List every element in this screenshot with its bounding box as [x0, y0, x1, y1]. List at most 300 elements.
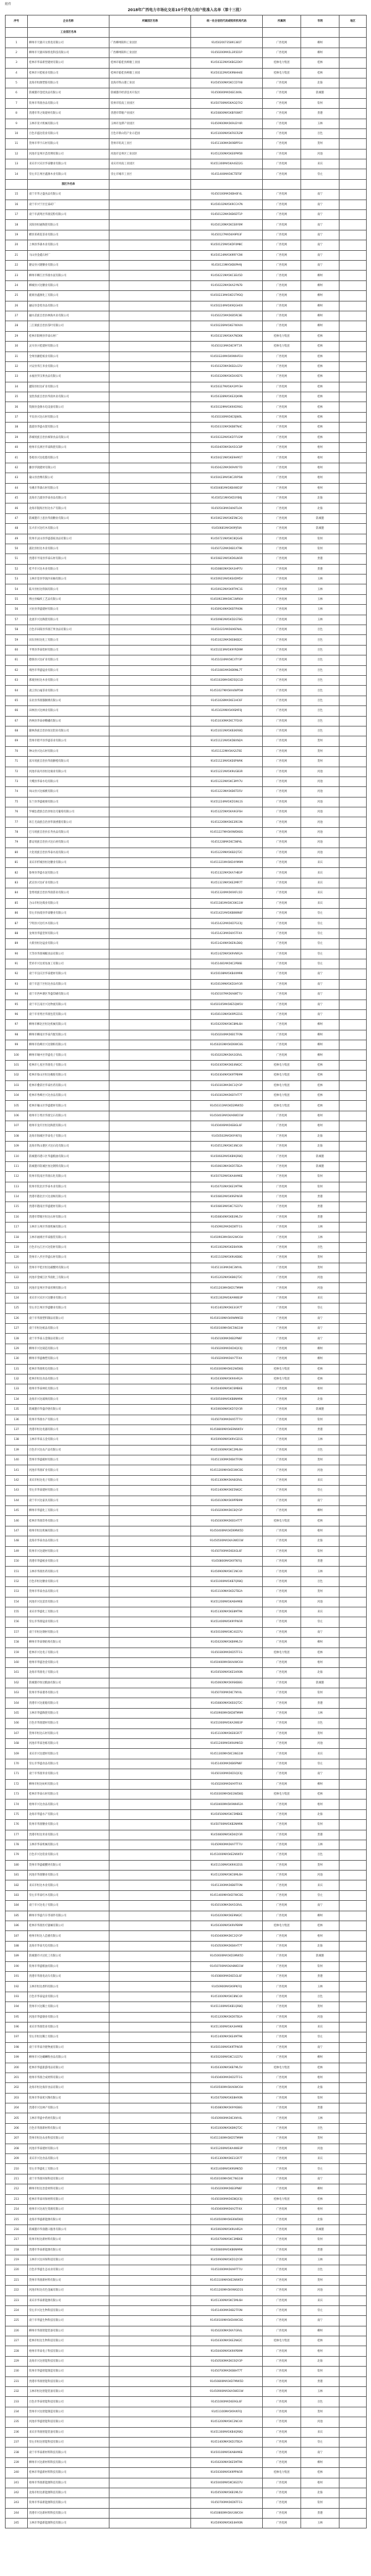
table-row — [6, 1080, 367, 1090]
park-name-cell — [109, 250, 191, 260]
row-number-cell: 168 — [6, 1739, 28, 1749]
park-name-cell — [109, 2215, 191, 2225]
park-name-cell — [109, 271, 191, 280]
table-row — [6, 2113, 367, 2123]
table-row — [6, 483, 367, 493]
grid-company-cell: 广西电网 — [263, 615, 301, 625]
region-cell — [339, 827, 367, 837]
region-cell — [339, 1840, 367, 1850]
park-name-cell — [109, 2346, 191, 2356]
park-name-cell — [109, 1273, 191, 1283]
row-number-cell: 43 — [6, 473, 28, 483]
row-number-cell: 218 — [6, 2245, 28, 2255]
table-row — [6, 271, 367, 280]
company-name-cell: 桂林市华润机电有限公司 — [28, 1364, 109, 1374]
grid-company-cell: 广西电网 — [263, 1131, 301, 1141]
table-row — [6, 1009, 367, 1019]
credit-code-cell: 91450800MA5K9TKF0J — [191, 1556, 263, 1566]
park-name-cell — [109, 1232, 191, 1242]
row-number-cell: 25 — [6, 291, 28, 301]
region-cell — [339, 584, 367, 594]
city-cell: 百色 — [301, 1445, 339, 1455]
grid-company-cell: 广西电网 — [263, 513, 301, 523]
park-name-cell — [109, 959, 191, 969]
table-row — [6, 473, 367, 483]
park-name-cell — [109, 594, 191, 604]
row-number-cell: 115 — [6, 1202, 28, 1212]
region-cell — [339, 1769, 367, 1779]
row-number-cell: 182 — [6, 1880, 28, 1890]
company-name-cell: 贵港市华之锐建材有限公司 — [28, 109, 109, 119]
company-name-cell: 贵港市平南县华泰石材有限公司 — [28, 554, 109, 564]
credit-code-cell: 91450900MA5KD1QY3R — [191, 2255, 263, 2265]
row-number-cell: 37 — [6, 412, 28, 422]
credit-code-cell: 91450900MA5K9U2Y4R — [191, 119, 263, 128]
company-name-cell: 钦州市华润糖业有限公司 — [28, 1820, 109, 1830]
row-number-cell: 160 — [6, 1657, 28, 1667]
city-cell: 河池 — [301, 2286, 339, 2296]
city-cell: 来宾 — [301, 2022, 339, 2032]
row-number-cell: 142 — [6, 1475, 28, 1485]
city-cell: 桂林 — [301, 1789, 339, 1799]
table-body — [6, 28, 367, 2528]
city-cell: 桂林 — [301, 1091, 339, 1101]
credit-code-cell: 91450800MA5K9YKB8G — [191, 2103, 263, 2113]
row-number-cell: 3 — [6, 58, 28, 68]
company-name-cell: 隆安县兴隆糖业有限公司 — [28, 260, 109, 270]
region-cell — [339, 2204, 367, 2214]
region-cell — [339, 615, 367, 625]
credit-code-cell: 91450200MA5L3R5D1P — [191, 48, 263, 57]
city-cell: 河池 — [301, 2012, 339, 2022]
park-name-cell — [109, 1779, 191, 1789]
city-cell: 河池 — [301, 149, 339, 159]
row-number-cell: 199 — [6, 2053, 28, 2063]
park-name-cell — [109, 615, 191, 625]
park-name-cell — [109, 1617, 191, 1627]
table-row — [6, 1364, 367, 1374]
grid-company-cell: 桂林电力集团 — [263, 1060, 301, 1070]
credit-code-cell: 91450300MA5KD8QC0J — [191, 2194, 263, 2204]
credit-code-cell: 91450600MA5KD7QY3R — [191, 1405, 263, 1415]
grid-company-cell: 广西电网 — [263, 2427, 301, 2437]
grid-company-cell: 桂林电力集团 — [263, 1364, 301, 1374]
city-cell: 桂林 — [301, 2063, 339, 2073]
company-name-cell: 河池市宜州区茧丝绸有限公司 — [28, 149, 109, 159]
company-name-cell: 金秀瑶族自治县华润茶业有限公司 — [28, 888, 109, 898]
row-number-cell: 183 — [6, 1890, 28, 1900]
city-cell: 桂林 — [301, 432, 339, 442]
city-cell: 贵港 — [301, 2376, 339, 2386]
city-cell: 百色 — [301, 1242, 339, 1252]
credit-code-cell: 91450924MA5KB7PX0N — [191, 605, 263, 615]
grid-company-cell: 广西电网 — [263, 1273, 301, 1283]
row-number-cell: 88 — [6, 928, 28, 938]
table-row — [6, 2042, 367, 2052]
park-name-cell — [109, 1223, 191, 1232]
city-cell: 百色 — [301, 2123, 339, 2133]
credit-code-cell: 91450500MA5KB1ML5V — [191, 2488, 263, 2498]
row-number-cell: 223 — [6, 2296, 28, 2305]
credit-code-cell: 91450223MA5KD1TM3Q — [191, 291, 263, 301]
city-cell: 南宁 — [301, 1009, 339, 1019]
table-row — [6, 949, 367, 959]
grid-company-cell: 广西电网 — [263, 402, 301, 412]
row-number-cell: 61 — [6, 655, 28, 665]
credit-code-cell: 91450700MA5KE4GL6F — [191, 1546, 263, 1556]
city-cell: 百色 — [301, 645, 339, 655]
grid-company-cell: 广西电网 — [263, 291, 301, 301]
row-number-cell: 77 — [6, 817, 28, 827]
city-cell: 钦州 — [301, 2498, 339, 2508]
city-cell: 防城港 — [301, 2225, 339, 2234]
row-number-cell: 102 — [6, 1071, 28, 1080]
credit-code-cell: 91451100MA5K9VKF0J — [191, 2407, 263, 2417]
city-cell: 南宁 — [301, 979, 339, 989]
company-name-cell: 北流市兴达陶瓷有限公司 — [28, 615, 109, 625]
table-row — [6, 959, 367, 969]
table-row — [6, 544, 367, 554]
region-cell — [339, 2296, 367, 2305]
grid-company-cell: 广西电网 — [263, 2437, 301, 2447]
park-name-cell — [109, 1749, 191, 1759]
park-name-cell — [109, 2063, 191, 2073]
park-name-cell — [109, 1789, 191, 1799]
city-cell: 百色 — [301, 726, 339, 736]
table-row — [6, 584, 367, 594]
row-number-cell: 133 — [6, 1384, 28, 1394]
row-number-cell: 21 — [6, 250, 28, 260]
table-row — [6, 1334, 367, 1344]
park-name-cell — [109, 220, 191, 230]
credit-code-cell: 91451031MA5KB3KR8Q — [191, 726, 263, 736]
region-cell — [339, 493, 367, 503]
city-cell: 玉林 — [301, 2519, 339, 2528]
credit-code-cell: 91450800MA5KD4QY3R — [191, 1830, 263, 1840]
row-number-cell: 92 — [6, 969, 28, 979]
table-row — [6, 190, 367, 200]
row-number-cell: 191 — [6, 1972, 28, 1982]
table-row — [6, 1425, 367, 1434]
credit-code-cell: 91451421MA5KB8WN6F — [191, 908, 263, 918]
park-name-cell — [109, 1728, 191, 1738]
park-name-cell — [109, 1009, 191, 1019]
city-cell: 百色 — [301, 706, 339, 716]
credit-code-cell: 91450902MA5KD8TF1S — [191, 1223, 263, 1232]
table-row — [6, 1161, 367, 1171]
city-cell: 桂林 — [301, 423, 339, 432]
region-cell — [339, 1576, 367, 1586]
region-cell — [339, 1992, 367, 2001]
region-cell — [339, 1546, 367, 1556]
grid-company-cell: 广西电网 — [263, 1506, 301, 1516]
row-number-cell: 22 — [6, 260, 28, 270]
row-number-cell: 13 — [6, 159, 28, 169]
region-cell — [339, 503, 367, 513]
header-cell: 序号 — [6, 15, 28, 28]
region-cell — [339, 2316, 367, 2326]
company-name-cell: 桂林市兴达电子有限公司 — [28, 1648, 109, 1657]
credit-code-cell: 91450900MA5KC4NY4L — [191, 2113, 263, 2123]
region-cell — [339, 48, 367, 57]
city-cell: 北海 — [301, 503, 339, 513]
empty-cell — [263, 28, 301, 38]
region-cell — [339, 1627, 367, 1637]
credit-code-cell: 91450700MA5KC7NY4L — [191, 1688, 263, 1698]
region-cell — [339, 1425, 367, 1434]
company-name-cell: 崇左市恒达稀土有限公司 — [28, 2032, 109, 2042]
city-cell: 桂林 — [301, 1648, 339, 1657]
credit-code-cell: 91450500MA5KCCD7X8 — [191, 78, 263, 88]
park-name-cell — [109, 473, 191, 483]
region-cell — [339, 1567, 367, 1576]
company-name-cell: 贵港市港南区华盛建材有限公司 — [28, 1202, 109, 1212]
company-name-cell: 柳州市兴达铸造有限公司 — [28, 1344, 109, 1353]
company-name-cell: 马山县金鑫石材厂 — [28, 250, 109, 260]
credit-code-cell: 91450100MA5KC4GD7U — [191, 1627, 263, 1637]
park-name-cell — [109, 1020, 191, 1030]
park-name-cell — [109, 1576, 191, 1586]
city-cell: 来宾 — [301, 1293, 339, 1303]
region-cell — [339, 665, 367, 675]
park-name-cell — [109, 2113, 191, 2123]
row-number-cell: 109 — [6, 1141, 28, 1151]
table-row — [6, 38, 367, 48]
grid-company-cell: 广西电网 — [263, 1415, 301, 1425]
region-cell — [339, 98, 367, 108]
row-number-cell: 83 — [6, 878, 28, 888]
row-number-cell: 145 — [6, 1506, 28, 1516]
city-cell: 桂林 — [301, 1516, 339, 1526]
credit-code-cell: 91450303MA5KC1QY3P — [191, 1080, 263, 1090]
empty-cell — [301, 179, 339, 189]
company-name-cell: 桂林市兴桂纸业有限公司 — [28, 68, 109, 78]
row-number-cell: 90 — [6, 949, 28, 959]
region-cell — [339, 1151, 367, 1161]
table-row — [6, 1242, 367, 1252]
city-cell: 河池 — [301, 1283, 339, 1293]
table-row — [6, 1850, 367, 1860]
grid-company-cell: 广西电网 — [263, 706, 301, 716]
park-name-cell — [109, 908, 191, 918]
table-row — [6, 1657, 367, 1667]
company-name-cell: 贺州市华润新材料有限公司 — [28, 2275, 109, 2285]
grid-company-cell: 广西电网 — [263, 2316, 301, 2326]
section-row — [6, 28, 367, 38]
row-number-cell: 203 — [6, 2093, 28, 2103]
region-cell — [339, 1273, 367, 1283]
grid-company-cell: 桂林电力集团 — [263, 2194, 301, 2204]
grid-company-cell: 广西电网 — [263, 625, 301, 635]
table-row — [6, 2305, 367, 2315]
region-cell — [339, 676, 367, 686]
row-number-cell: 50 — [6, 544, 28, 554]
table-row — [6, 1405, 367, 1415]
company-name-cell: 崇左市华泰建材有限公司 — [28, 1486, 109, 1496]
grid-company-cell: 广西电网 — [263, 2174, 301, 2184]
grid-company-cell: 广西电网 — [263, 1009, 301, 1019]
grid-company-cell: 广西电网 — [263, 1040, 301, 1050]
company-name-cell: 东兴市兴达红木有限公司 — [28, 524, 109, 534]
credit-code-cell: 91450103MA5K9PGD1S — [191, 1009, 263, 1019]
company-name-cell: 百色市兴达农产品有限公司 — [28, 1445, 109, 1455]
table-row — [6, 898, 367, 908]
grid-company-cell: 广西电网 — [263, 696, 301, 705]
park-name-cell — [109, 1435, 191, 1445]
table-row — [6, 301, 367, 311]
table-row — [6, 1982, 367, 1992]
company-name-cell: 防城港市上思县华润糖业有限公司 — [28, 513, 109, 523]
city-cell: 河池 — [301, 817, 339, 827]
region-cell — [339, 969, 367, 979]
grid-company-cell: 广西电网 — [263, 1961, 301, 1971]
region-cell — [339, 2336, 367, 2346]
grid-company-cell: 广西电网 — [263, 2093, 301, 2103]
credit-code-cell: 91451100MA5K9BPP1H — [191, 139, 263, 149]
table-row — [6, 139, 367, 149]
region-cell — [339, 2508, 367, 2518]
company-name-cell: 上林县华森木业有限公司 — [28, 240, 109, 250]
company-name-cell: 南宁市西乡塘区华盛印刷有限公司 — [28, 990, 109, 1000]
grid-company-cell: 广西电网 — [263, 888, 301, 898]
row-number-cell: 105 — [6, 1101, 28, 1111]
region-cell — [339, 1192, 367, 1202]
park-name-cell — [109, 432, 191, 442]
region-cell — [339, 2305, 367, 2315]
park-name-cell — [109, 949, 191, 959]
city-cell: 桂林 — [301, 1080, 339, 1090]
row-number-cell: 200 — [6, 2063, 28, 2073]
grid-company-cell: 广西电网 — [263, 1638, 301, 1648]
table-row — [6, 625, 367, 635]
region-cell — [339, 1972, 367, 1982]
company-name-cell: 北海市兴达玻璃有限公司 — [28, 1394, 109, 1404]
credit-code-cell: 91451100MA5KE6GR7T — [191, 1728, 263, 1738]
credit-code-cell: 91450205MA5KC8ML6H — [191, 1020, 263, 1030]
company-name-cell: 崇左市江州区华盛糖业有限公司 — [28, 1303, 109, 1313]
park-name-cell — [109, 1911, 191, 1921]
grid-company-cell: 广西电网 — [263, 301, 301, 311]
company-name-cell: 贺州市昭平县华盛茶业有限公司 — [28, 736, 109, 746]
company-name-cell: 贺州市兴达稀土有限公司 — [28, 2002, 109, 2012]
city-cell: 桂林 — [301, 361, 339, 371]
grid-company-cell: 广西电网 — [263, 159, 301, 169]
region-cell — [339, 2154, 367, 2164]
credit-code-cell: 91450226MA5KE7WX4A — [191, 321, 263, 331]
grid-company-cell: 广西电网 — [263, 1992, 301, 2001]
table-row — [6, 463, 367, 473]
section-number-cell — [6, 28, 28, 38]
park-name-cell — [109, 2448, 191, 2457]
park-name-cell — [109, 1303, 191, 1313]
city-cell: 梧州 — [301, 453, 339, 463]
table-row — [6, 1901, 367, 1911]
company-name-cell: 玉林市华润医药有限公司 — [28, 1567, 109, 1576]
credit-code-cell: 91451029MA5K9SMF0J — [191, 706, 263, 716]
city-cell: 钦州 — [301, 1172, 339, 1182]
row-number-cell: 180 — [6, 1860, 28, 1870]
table-row — [6, 1931, 367, 1941]
region-cell — [339, 2174, 367, 2184]
region-cell — [339, 1657, 367, 1667]
park-name-cell — [109, 2103, 191, 2113]
table-row — [6, 1101, 367, 1111]
table-row — [6, 1961, 367, 1971]
row-number-cell: 113 — [6, 1182, 28, 1192]
company-name-cell: 贺州市平桂区恒达碳酸钙有限公司 — [28, 1263, 109, 1273]
row-number-cell: 87 — [6, 919, 28, 928]
table-row — [6, 2063, 367, 2073]
table-row — [6, 68, 367, 78]
company-name-cell: 北海市恒达新能源科技有限公司 — [28, 2488, 109, 2498]
park-name-cell — [109, 1546, 191, 1556]
region-cell — [339, 1334, 367, 1344]
grid-company-cell: 广西电网 — [263, 716, 301, 726]
row-number-cell: 67 — [6, 716, 28, 726]
company-name-cell: 靖西市华盛锰业有限公司 — [28, 665, 109, 675]
credit-code-cell: 91450900MA5KC1NC4X — [191, 1567, 263, 1576]
row-number-cell: 24 — [6, 280, 28, 290]
company-name-cell: 百色市右江区兴达铝材有限公司 — [28, 1242, 109, 1252]
table-row — [6, 919, 367, 928]
company-name-cell: 来宾市华润智能装备有限公司 — [28, 2427, 109, 2437]
grid-company-cell: 广西电网 — [263, 919, 301, 928]
credit-code-cell: 91450500MA5KE6WD8Q — [191, 2215, 263, 2225]
region-cell — [339, 68, 367, 78]
credit-code-cell: 91450322MA5KBG2D6Y — [191, 58, 263, 68]
company-name-cell: 北海市华盛水产有限公司 — [28, 1809, 109, 1819]
credit-code-cell: 91450900MA5KA7TT7U — [191, 1840, 263, 1850]
company-name-cell: 玉林市华泰五金有限公司 — [28, 1435, 109, 1445]
empty-cell — [263, 179, 301, 189]
company-name-cell: 大化瑶族自治县华泰水泥有限公司 — [28, 848, 109, 857]
grid-company-cell: 广西电网 — [263, 119, 301, 128]
credit-code-cell: 91450700MA5KC3MB6E — [191, 2235, 263, 2245]
region-cell — [339, 1000, 367, 1009]
region-cell — [339, 1708, 367, 1718]
grid-company-cell: 广西电网 — [263, 1141, 301, 1151]
region-cell — [339, 1820, 367, 1830]
table-row — [6, 2448, 367, 2457]
company-name-cell: 桂林市象山区恒达橡胶有限公司 — [28, 1071, 109, 1080]
grid-company-cell: 广西电网 — [263, 848, 301, 857]
credit-code-cell: 91450100MA5KC7NG1W — [191, 2174, 263, 2184]
region-cell — [339, 1759, 367, 1769]
region-cell — [339, 240, 367, 250]
credit-code-cell: 91450200MA5KB9ML5V — [191, 1638, 263, 1648]
city-cell: 北海 — [301, 1941, 339, 1951]
region-cell — [339, 2103, 367, 2113]
park-name-cell — [109, 1982, 191, 1992]
region-cell — [339, 534, 367, 544]
park-name-cell — [109, 2053, 191, 2063]
company-name-cell: 来宾市恒达木业有限公司 — [28, 1880, 109, 1890]
credit-code-cell: 91450803MA5KC7GD7U — [191, 1202, 263, 1212]
credit-code-cell: 91450100MA5KC5NG1W — [191, 1324, 263, 1334]
table-row — [6, 665, 367, 675]
park-name-cell — [109, 2032, 191, 2042]
company-name-cell: 天等县华润辣椒食品有限公司 — [28, 949, 109, 959]
credit-code-cell: 91450327MA5KA1MY3H — [191, 382, 263, 392]
table-row — [6, 220, 367, 230]
grid-company-cell: 广西电网 — [263, 2113, 301, 2123]
city-cell: 梧州 — [301, 473, 339, 483]
park-name-cell — [109, 1890, 191, 1900]
row-number-cell: 198 — [6, 2042, 28, 2052]
table-row — [6, 149, 367, 159]
row-number-cell: 97 — [6, 1020, 28, 1030]
park-name-cell — [109, 260, 191, 270]
